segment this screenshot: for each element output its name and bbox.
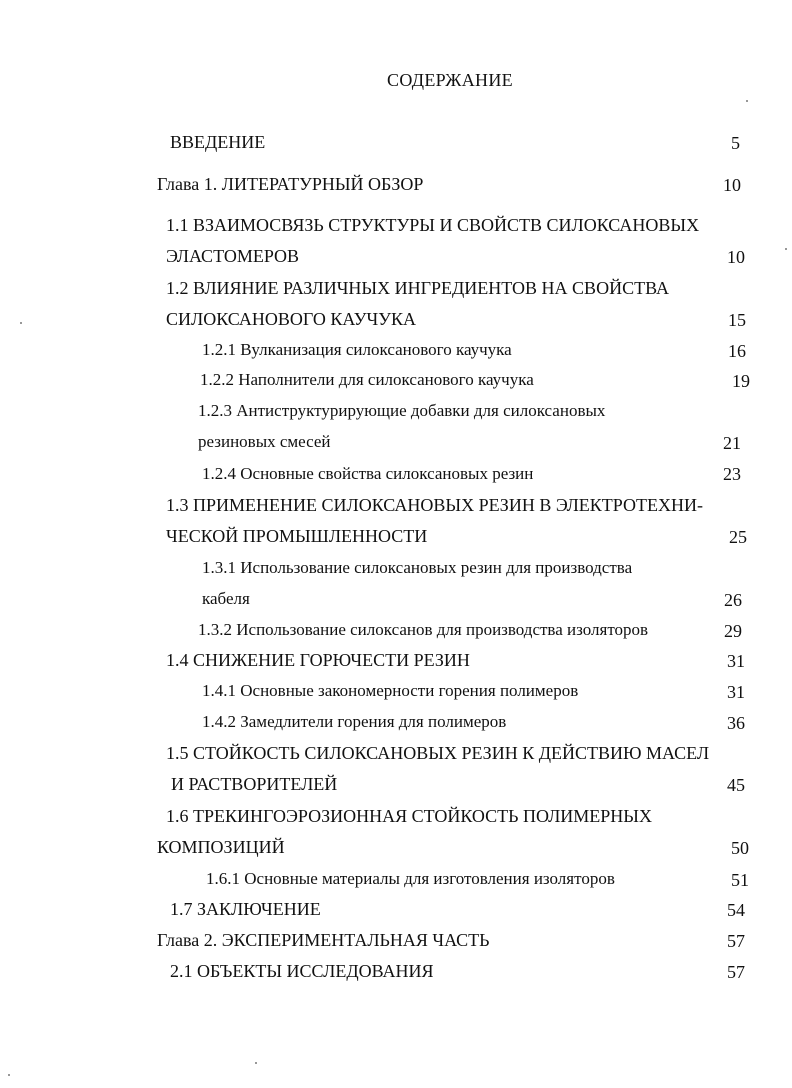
toc-entry-page: 10 <box>723 175 741 195</box>
toc-entry-text: 1.1 ВЗАИМОСВЯЗЬ СТРУКТУРЫ И СВОЙСТВ СИЛОКСАНОВЫХ <box>166 215 700 235</box>
toc-entry-page: 54 <box>727 900 745 920</box>
page-title: СОДЕРЖАНИЕ <box>387 70 513 90</box>
toc-entry-page: 45 <box>727 775 745 795</box>
toc-entry-text-continued: кабеля <box>202 589 250 608</box>
toc-entry-text: Глава 2. ЭКСПЕРИМЕНТАЛЬНАЯ ЧАСТЬ <box>157 930 490 950</box>
toc-entry-text: 1.3 ПРИМЕНЕНИЕ СИЛОКСАНОВЫХ РЕЗИН В ЭЛЕКТРОТЕХНИ- <box>166 495 703 515</box>
toc-entry-text: 1.5 СТОЙКОСТЬ СИЛОКСАНОВЫХ РЕЗИН К ДЕЙСТВИЮ МАСЕЛ <box>166 743 710 763</box>
toc-entry-page: 19 <box>732 371 750 391</box>
toc-entry-text: 1.2 ВЛИЯНИЕ РАЗЛИЧНЫХ ИНГРЕДИЕНТОВ НА СВОЙСТВА <box>166 278 669 298</box>
toc-entry-text: 1.6.1 Основные материалы для изготовления изоляторов <box>206 869 615 888</box>
toc-entry-page: 31 <box>727 682 745 702</box>
toc-entry-text-continued: СИЛОКСАНОВОГО КАУЧУКА <box>166 309 416 329</box>
toc-entry-text: ВВЕДЕНИЕ <box>170 132 266 152</box>
toc-entry-text: 1.2.2 Наполнители для силоксанового каучука <box>200 370 534 389</box>
toc-entry-page: 57 <box>727 962 745 982</box>
toc-entry-text: 1.2.4 Основные свойства силоксановых резин <box>202 464 534 483</box>
scan-speck <box>785 248 787 250</box>
toc-entry-page: 50 <box>731 838 749 858</box>
toc-entry-text: 1.3.2 Использование силоксанов для производства изоляторов <box>198 620 649 639</box>
scan-speck <box>20 322 22 324</box>
toc-entry-text: 1.4.1 Основные закономерности горения полимеров <box>202 681 579 700</box>
toc-entry-text-continued: ЧЕСКОЙ ПРОМЫШЛЕННОСТИ <box>166 526 428 546</box>
toc-entry-text-continued: И РАСТВОРИТЕЛЕЙ <box>171 774 338 794</box>
toc-entry-text-continued: резиновых смесей <box>198 432 331 451</box>
toc-entry-text: 1.4 СНИЖЕНИЕ ГОРЮЧЕСТИ РЕЗИН <box>166 650 470 670</box>
toc-entry-text: 1.2.3 Антиструктурирующие добавки для силоксановых <box>198 401 606 420</box>
scan-speck <box>255 1062 257 1064</box>
scan-speck <box>746 100 748 102</box>
toc-entry-page: 16 <box>728 341 746 361</box>
toc-entry-text: Глава 1. ЛИТЕРАТУРНЫЙ ОБЗОР <box>157 174 424 194</box>
toc-entry-page: 5 <box>731 133 740 153</box>
toc-entry-page: 29 <box>724 621 742 641</box>
toc-entry-page: 57 <box>727 931 745 951</box>
toc-entry-page: 10 <box>727 247 745 267</box>
toc-entry-page: 26 <box>724 590 742 610</box>
toc-entry-text-continued: ЭЛАСТОМЕРОВ <box>166 246 300 266</box>
toc-entry-page: 36 <box>727 713 745 733</box>
toc-entry-text: 1.7 ЗАКЛЮЧЕНИЕ <box>170 899 321 919</box>
toc-entry-text-continued: КОМПОЗИЦИЙ <box>157 837 285 857</box>
toc-entry-page: 51 <box>731 870 749 890</box>
toc-entry-page: 21 <box>723 433 741 453</box>
toc-entry-page: 15 <box>728 310 746 330</box>
toc-entry-page: 23 <box>723 464 741 484</box>
toc-entry-page: 25 <box>729 527 747 547</box>
toc-entry-page: 31 <box>727 651 745 671</box>
toc-entry-text: 1.2.1 Вулканизация силоксанового каучука <box>202 340 512 359</box>
toc-entry-text: 2.1 ОБЪЕКТЫ ИССЛЕДОВАНИЯ <box>170 961 434 981</box>
scan-speck <box>8 1074 10 1076</box>
toc-entry-text: 1.4.2 Замедлители горения для полимеров <box>202 712 507 731</box>
toc-entry-text: 1.6 ТРЕКИНГОЭРОЗИОННАЯ СТОЙКОСТЬ ПОЛИМЕРНЫХ <box>166 806 652 826</box>
toc-entry-text: 1.3.1 Использование силоксановых резин для производства <box>202 558 633 577</box>
